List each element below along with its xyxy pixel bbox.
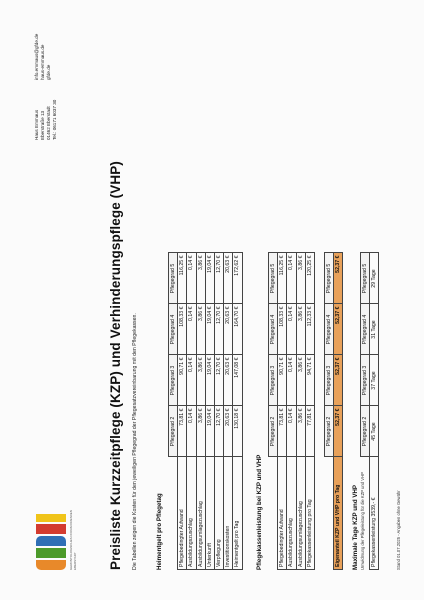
cell-value: 130,18 € xyxy=(233,406,242,457)
column-header: Pflegegrad 4 xyxy=(325,304,334,355)
cell-value: 90,71 € xyxy=(178,355,187,406)
eigenanteil-row xyxy=(334,253,343,570)
cell-value: 116,25 € xyxy=(178,253,187,304)
table-row xyxy=(287,253,296,570)
cell-value: 52,37 € xyxy=(334,355,343,406)
table-row xyxy=(178,253,187,570)
table-row xyxy=(305,253,314,570)
column-header: Pflegegrad 3 xyxy=(169,355,178,406)
table-row xyxy=(205,253,214,570)
cell-value: 0,14 € xyxy=(187,406,196,457)
heimentgelt-rows xyxy=(178,253,242,570)
row-label: Ausbildungszuschlag xyxy=(187,457,196,570)
table-row xyxy=(187,253,196,570)
cell-value: 20,63 € xyxy=(224,304,233,355)
kassenleistung-rows xyxy=(278,253,315,570)
cell-value: 147,08 € xyxy=(233,355,242,406)
cell-value: 3,86 € xyxy=(296,253,305,304)
cell-value: 3,86 € xyxy=(296,355,305,406)
cell-value: 0,14 € xyxy=(187,355,196,406)
cell-value: 3,86 € xyxy=(196,355,205,406)
cell-value: 19,04 € xyxy=(205,253,214,304)
cell-value: 3,86 € xyxy=(196,253,205,304)
cell-value: 3,86 € xyxy=(196,406,205,457)
intro-text: Die Tabellen zeigen die Kosten für den jeweiligen Pflegegrad der Pflegesatzvereinbarung mit den Pflegekassen. xyxy=(132,313,138,570)
cell-value: 52,37 € xyxy=(334,406,343,457)
column-header: Pflegegrad 4 xyxy=(169,304,178,355)
row-label: Heimentgelt pro Tag xyxy=(233,457,242,570)
table-row xyxy=(224,253,233,570)
cell-value: 108,33 € xyxy=(178,304,187,355)
cell-value: 37 Tage xyxy=(370,355,379,406)
cell-value: 0,14 € xyxy=(287,304,296,355)
column-header: Pflegegrad 3 xyxy=(325,355,334,406)
cell-value: 0,14 € xyxy=(287,406,296,457)
column-header: Pflegegrad 2 xyxy=(325,406,334,457)
cell-value: 12,70 € xyxy=(214,304,223,355)
row-label: Pflegebedingter Aufwand xyxy=(178,457,187,570)
cell-value: 112,33 € xyxy=(305,304,314,355)
column-header: Pflegegrad 3 xyxy=(269,355,278,406)
cell-value: 3,86 € xyxy=(196,304,205,355)
eigenanteil-table xyxy=(324,253,343,571)
row-label: Eigenanteil KZP und VHP pro Tag xyxy=(334,457,343,570)
column-header: Pflegegrad 4 xyxy=(361,304,370,355)
column-header: Pflegegrad 3 xyxy=(361,355,370,406)
cell-value: 29 Tage xyxy=(370,253,379,304)
contact-email[interactable]: info.emmaus@gfde.de xyxy=(34,33,39,80)
cell-value: 77,81 € xyxy=(305,406,314,457)
address-line: Tel.: 06171 6037 30 xyxy=(52,99,57,140)
max-tage-subnote: Umwidmung der Pflegeleistung für die KZP und VHP xyxy=(360,472,365,570)
cell-value: 31 Tage xyxy=(370,304,379,355)
row-label: Verpflegung xyxy=(214,457,223,570)
column-header: Pflegegrad 5 xyxy=(325,253,334,304)
row-label: Pflegebedingter Aufwand xyxy=(278,457,287,570)
gfde-logo xyxy=(30,512,70,570)
cell-value: 12,70 € xyxy=(214,406,223,457)
table-row xyxy=(233,253,242,570)
table-row xyxy=(196,253,205,570)
cell-value: 108,33 € xyxy=(278,304,287,355)
column-header: Pflegegrad 5 xyxy=(169,253,178,304)
column-header: Pflegegrad 2 xyxy=(361,406,370,457)
row-label: Pflegekassenleistung pro Tag xyxy=(305,457,314,570)
column-header: Pflegegrad 2 xyxy=(269,406,278,457)
cell-value: 20,63 € xyxy=(224,406,233,457)
max-tage-table xyxy=(360,253,379,571)
cell-value: 0,14 € xyxy=(287,253,296,304)
cell-value: 3,86 € xyxy=(296,406,305,457)
address-line: 01462 Eberstadt xyxy=(46,106,51,140)
section-heading-heimentgelt: Heimentgelt pro Pflegetag xyxy=(156,493,163,570)
address-line: Eberstraße 13 xyxy=(40,110,45,140)
address-block xyxy=(34,100,58,140)
cell-value: 0,14 € xyxy=(187,304,196,355)
cell-value: 45 Tage xyxy=(370,406,379,457)
table-row xyxy=(278,253,287,570)
row-label: Investitionskosten xyxy=(224,457,233,570)
contact-website[interactable]: gfde.de xyxy=(46,64,51,80)
row-label: Ausbildungsumlagezuschlag xyxy=(196,457,205,570)
column-header: Pflegegrad 5 xyxy=(361,253,370,304)
cell-value: 73,81 € xyxy=(178,406,187,457)
logo-tagline: GERONTOLOGISCHES FORUM DRESDEN EBERSTADT xyxy=(69,510,77,570)
table-row xyxy=(370,253,379,570)
cell-value: 0,14 € xyxy=(287,355,296,406)
section-heading-max-tage: Maximale Tage KZP und VHP xyxy=(352,484,359,570)
contact-block xyxy=(34,34,52,80)
cell-value: 73,81 € xyxy=(278,406,287,457)
kassenleistung-table xyxy=(268,253,315,571)
cell-value: 120,25 € xyxy=(305,253,314,304)
column-header: Pflegegrad 5 xyxy=(269,253,278,304)
cell-value: 12,70 € xyxy=(214,253,223,304)
cell-value: 90,71 € xyxy=(278,355,287,406)
table-row xyxy=(214,253,223,570)
footnote: Stand 01.07.2025 - Angaben ohne Gewähr xyxy=(396,490,401,570)
cell-value: 3,86 € xyxy=(296,304,305,355)
page-title: Preisliste Kurzzeitpflege (KZP) und Verhinderungspflege (VHP) xyxy=(108,161,123,570)
cell-value: 164,70 € xyxy=(233,304,242,355)
cell-value: 12,70 € xyxy=(214,355,223,406)
cell-value: 94,71 € xyxy=(305,355,314,406)
row-label: Ausbildungsumlagezuschlag xyxy=(296,457,305,570)
heimentgelt-table xyxy=(168,253,243,571)
cell-value: 172,62 € xyxy=(233,253,242,304)
row-label: Ausbildungszuschlag xyxy=(287,457,296,570)
cell-value: 19,04 € xyxy=(205,304,214,355)
cell-value: 20,63 € xyxy=(224,253,233,304)
cell-value: 20,63 € xyxy=(224,355,233,406)
cell-value: 0,14 € xyxy=(187,253,196,304)
cell-value: 52,37 € xyxy=(334,253,343,304)
column-header: Pflegegrad 2 xyxy=(169,406,178,457)
row-label: Pflegekassenleistung 3539,- € xyxy=(370,457,379,570)
contact-website[interactable]: haus-emmaus.de xyxy=(40,44,45,80)
cell-value: 52,37 € xyxy=(334,304,343,355)
row-label: Unterkunft xyxy=(205,457,214,570)
cell-value: 19,04 € xyxy=(205,406,214,457)
address-line: Haus Emmaus xyxy=(34,109,39,140)
table-row xyxy=(296,253,305,570)
cell-value: 19,04 € xyxy=(205,355,214,406)
section-heading-kassenleistung: Pflegekassenleistung bei KZP und VHP xyxy=(256,454,263,570)
cell-value: 116,25 € xyxy=(278,253,287,304)
column-header: Pflegegrad 4 xyxy=(269,304,278,355)
